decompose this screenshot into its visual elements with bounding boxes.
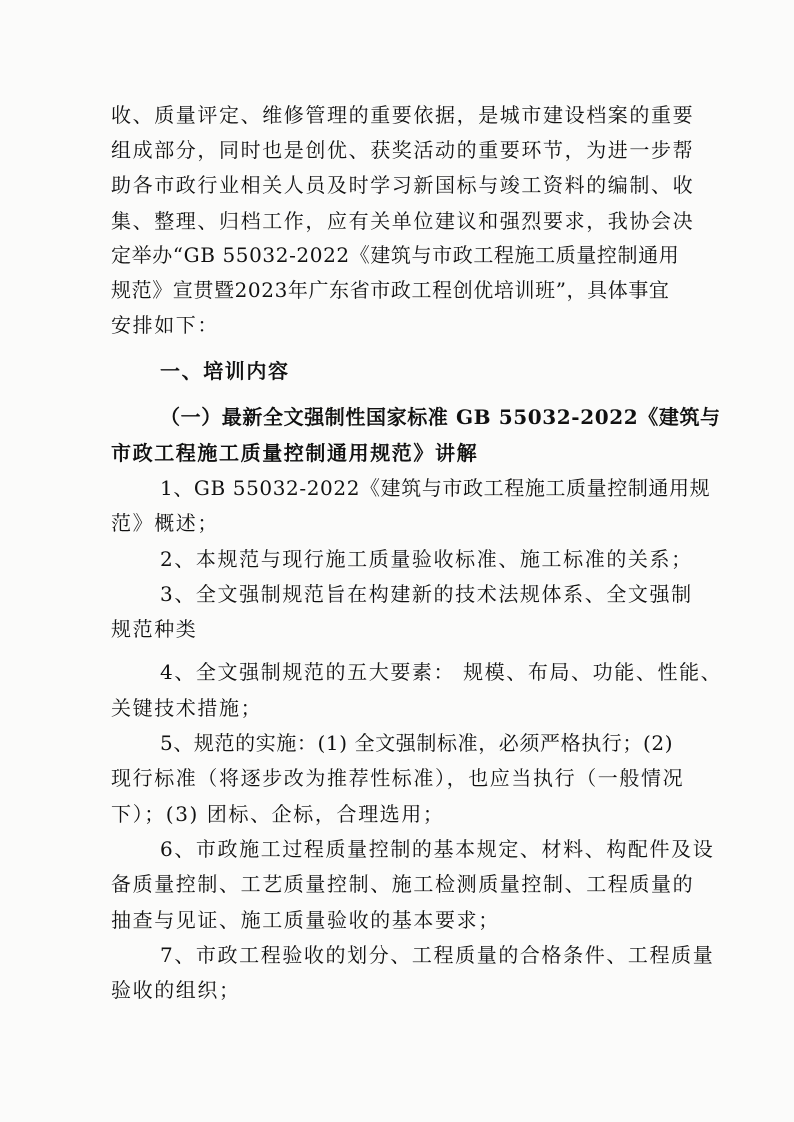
body-line: 定举办“GB 55032-2022《建筑与市政工程施工质量控制通用 <box>111 243 680 267</box>
list-item: 验收的组织； <box>111 978 241 1002</box>
body-line: 规范》宣贯暨2023年广东省市政工程创优培训班”，具体事宜 <box>111 278 670 302</box>
list-item: 6、市政施工过程质量控制的基本规定、材料、构配件及设 <box>160 837 715 861</box>
subsection-heading: （一）最新全文强制性国家标准 GB 55032-2022《建筑与 <box>160 405 721 429</box>
list-item: 规范种类 <box>111 617 198 641</box>
body-line: 安排如下： <box>111 313 219 337</box>
list-item: 2、本规范与现行施工质量验收标准、施工标准的关系； <box>160 547 693 571</box>
list-item: 7、市政工程验收的划分、工程质量的合格条件、工程质量 <box>160 943 715 967</box>
section-heading: 一、培训内容 <box>160 359 290 383</box>
list-item: 现行标准（将逐步改为推荐性标准），也应当执行（一般情况 <box>111 766 685 790</box>
list-item: 5、规范的实施：(1) 全文强制标准，必须严格执行；(2) <box>160 731 674 755</box>
list-item: 4、全文强制规范的五大要素： 规模、布局、功能、性能、 <box>160 660 723 684</box>
list-item: 备质量控制、工艺质量控制、施工检测质量控制、工程质量的 <box>111 872 695 896</box>
body-line: 助各市政行业相关人员及时学习新国标与竣工资料的编制、收 <box>111 173 695 197</box>
list-item: 3、全文强制规范旨在构建新的技术法规体系、全文强制 <box>160 582 693 606</box>
body-line: 组成部分，同时也是创优、获奖活动的重要环节，为进一步帮 <box>111 138 695 162</box>
list-item: 关键技术措施； <box>111 696 263 720</box>
body-line: 收、质量评定、维修管理的重要依据，是城市建设档案的重要 <box>111 103 695 127</box>
body-line: 集、整理、归档工作，应有关单位建议和强烈要求，我协会决 <box>111 209 695 233</box>
list-item: 抽查与见证、施工质量验收的基本要求； <box>111 908 500 932</box>
list-item: 1、GB 55032-2022《建筑与市政工程施工质量控制通用规 <box>160 476 711 500</box>
list-item: 范》概述； <box>111 511 219 535</box>
list-item: 下）；(3) 团标、企标，合理选用； <box>111 802 445 826</box>
subsection-heading: 市政工程施工质量控制通用规范》讲解 <box>111 441 479 465</box>
